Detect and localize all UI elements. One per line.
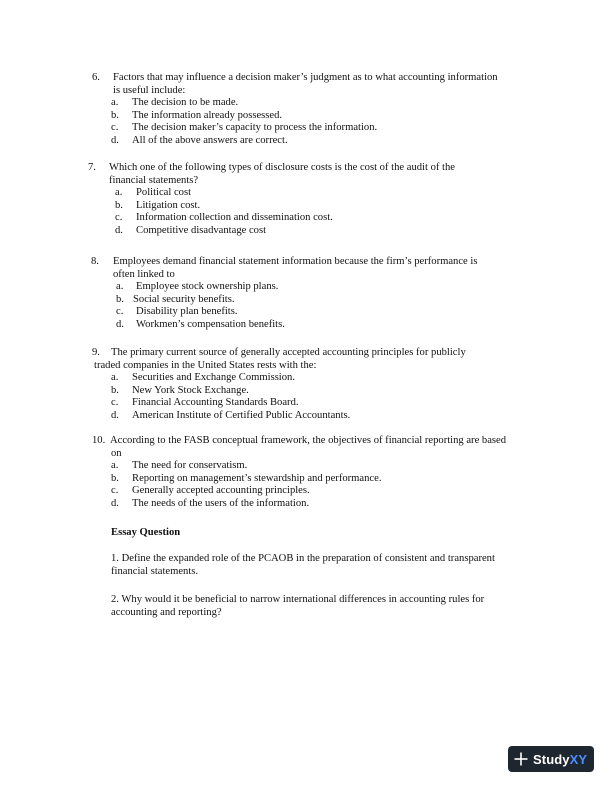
question-number: 7. (88, 162, 96, 173)
question-number: 6. (92, 72, 100, 83)
option-d (116, 319, 521, 332)
option-b (111, 110, 522, 123)
question-text: According to the FASB conceptual framework, the objectives of financial reporting are based (110, 435, 507, 446)
option-letter: c. (111, 397, 119, 409)
option-a (111, 372, 522, 385)
question-text-continued: often linked to (113, 268, 175, 280)
option-text: The need for conservatism. (132, 460, 248, 472)
option-d (111, 135, 522, 148)
option-text: Securities and Exchange Commission. (132, 372, 295, 384)
option-letter: d. (115, 224, 123, 236)
option-letter: b. (111, 472, 119, 484)
essay-question-text: 2. Why would it be beneficial to narrow international differences in accounting rules for (111, 594, 485, 605)
option-b (111, 473, 532, 486)
question-text-continued: traded companies in the United States rests with the: (94, 359, 317, 371)
badge-word-study: Study (533, 751, 570, 767)
option-text: The decision to be made. (132, 97, 239, 109)
question-text: The primary current source of generally accepted accounting principles for publicly (111, 347, 466, 358)
essay-question-text: 1. Define the expanded role of the PCAOB in the preparation of consistent and transparent (111, 553, 495, 564)
question-text-continued: financial statements? (109, 174, 199, 186)
essay-question-2 (111, 594, 484, 619)
option-text: American Institute of Certified Public Accountants. (132, 409, 351, 421)
option-letter: c. (111, 122, 119, 134)
question-number: 8. (91, 256, 99, 267)
option-b (115, 200, 518, 213)
option-text: Employee stock ownership plans. (136, 281, 279, 293)
option-letter: b. (115, 199, 123, 211)
badge-logo-text (533, 752, 587, 767)
option-letter: b. (111, 109, 119, 121)
option-letter: d. (111, 409, 119, 421)
option-text: Generally accepted accounting principles. (132, 485, 310, 497)
option-a (111, 97, 522, 110)
option-a (111, 460, 532, 473)
studyxy-badge[interactable] (508, 746, 594, 772)
option-a (115, 187, 518, 200)
option-c (116, 306, 521, 319)
option-letter: a. (111, 97, 119, 109)
option-text: Information collection and dissemination cost. (136, 212, 333, 224)
option-letter: d. (116, 318, 124, 330)
question-text-continued: on (111, 447, 122, 459)
option-a (116, 281, 521, 294)
option-text: Competitive disadvantage cost (136, 224, 267, 236)
essay-question-1 (111, 553, 495, 578)
option-text: Litigation cost. (136, 199, 201, 211)
essay-question-text-continued: financial statements. (111, 565, 199, 577)
plus-icon (514, 752, 528, 766)
badge-word-xy: XY (569, 751, 588, 767)
question-8 (91, 256, 521, 332)
option-text: Financial Accounting Standards Board. (132, 397, 299, 409)
option-letter: a. (115, 187, 123, 199)
question-number: 10. (92, 435, 106, 446)
option-c (111, 397, 522, 410)
option-letter: d. (111, 134, 119, 146)
option-c (115, 212, 518, 225)
option-text: Reporting on management’s stewardship and performance. (132, 472, 382, 484)
option-b (111, 385, 522, 398)
option-letter: a. (116, 281, 124, 293)
question-text: Which one of the following types of disclosure costs is the cost of the audit of the (109, 162, 455, 173)
option-letter: c. (116, 306, 124, 318)
option-letter: b. (111, 384, 119, 396)
question-text-continued: is useful include: (113, 84, 186, 96)
question-text: Employees demand financial statement information because the firm’s performance is (113, 256, 478, 267)
option-c (111, 122, 522, 135)
question-10 (92, 435, 532, 511)
option-text: Social security benefits. (133, 293, 235, 305)
option-text: The needs of the users of the information. (132, 497, 310, 509)
essay-question-text-continued: accounting and reporting? (111, 606, 222, 618)
option-letter: a. (111, 372, 119, 384)
option-text: Political cost (136, 187, 192, 199)
option-text: The decision maker’s capacity to process the information. (132, 122, 378, 134)
question-6 (92, 72, 522, 148)
question-9 (92, 347, 522, 423)
option-letter: c. (111, 485, 119, 497)
essay-heading: Essay Question (111, 527, 181, 538)
option-letter: d. (111, 497, 119, 509)
option-b (116, 294, 521, 307)
option-text: Disability plan benefits. (136, 306, 238, 318)
option-letter: c. (115, 212, 123, 224)
option-d (111, 410, 522, 423)
question-7 (88, 162, 518, 238)
option-text: All of the above answers are correct. (132, 134, 288, 146)
option-c (111, 485, 532, 498)
option-d (111, 498, 532, 511)
option-text: Workmen’s compensation benefits. (136, 318, 285, 330)
option-text: The information already possessed. (132, 109, 283, 121)
option-letter: b. (116, 293, 124, 305)
option-letter: a. (111, 460, 119, 472)
option-text: New York Stock Exchange. (132, 384, 249, 396)
question-number: 9. (92, 347, 100, 358)
option-d (115, 225, 518, 238)
question-text: Factors that may influence a decision maker’s judgment as to what accounting information (113, 72, 498, 83)
